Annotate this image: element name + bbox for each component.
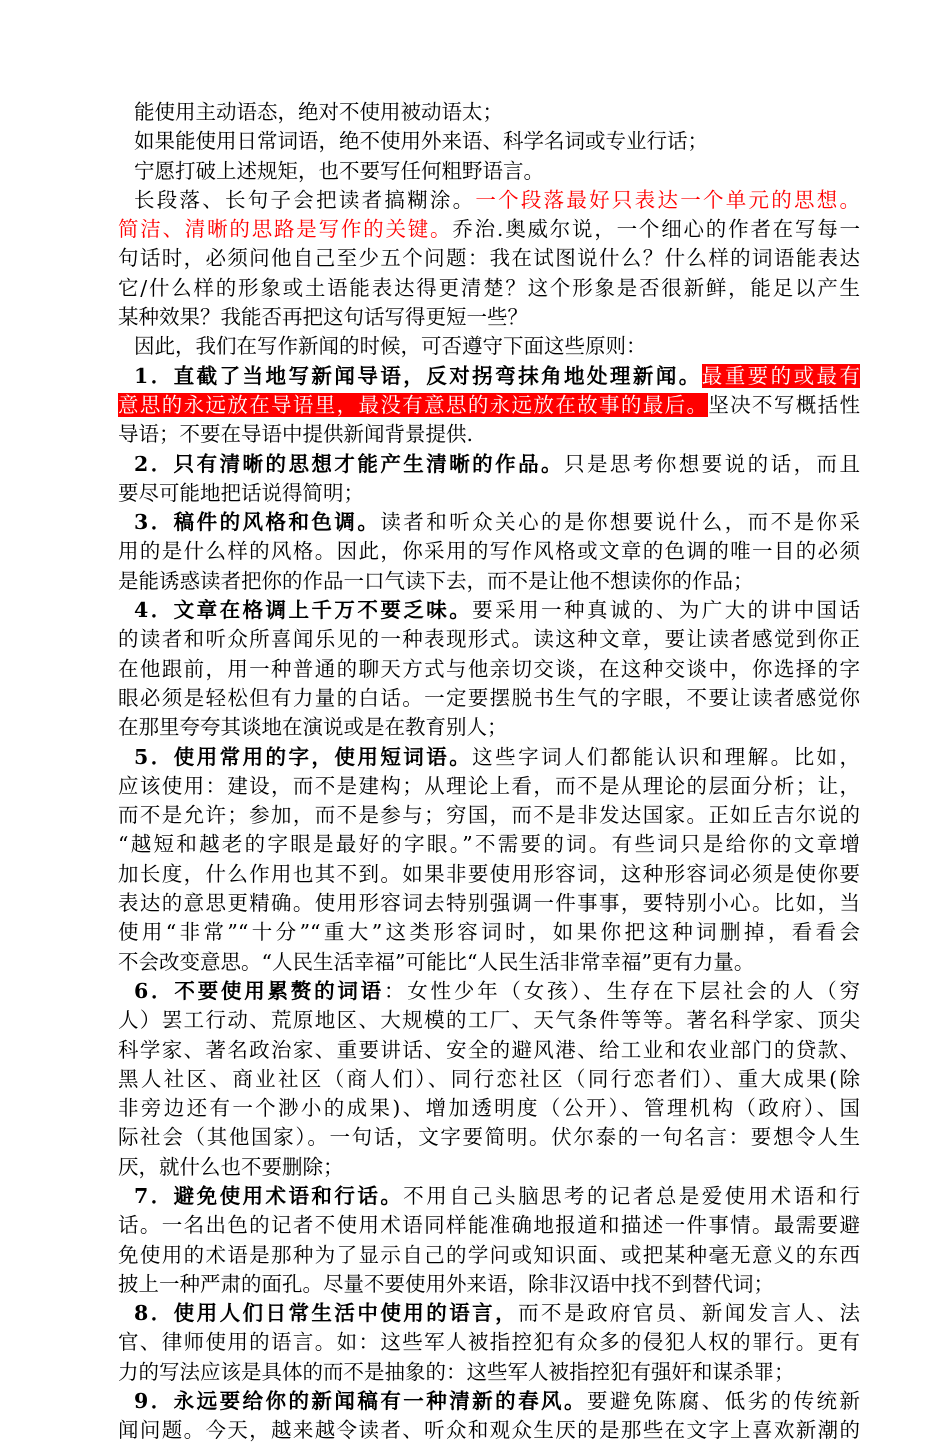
principle-4-text: 要采用一种真诚的、为广大的讲中国话 [472,598,861,623]
principle-3-text: 读者和听众关心的是你想要说什么，而不是你采 [380,510,861,535]
principle-1-text: 导语；不要在导语中提供新闻背景提供. [118,422,474,447]
principle-6-text: 人）罢工行动、荒原地区、大规模的工厂、天气条件等等。著名科学家、顶尖 [118,1008,860,1033]
para1-text: 句话时，必须问他自己至少五个问题：我在试图说什么？什么样的词语能表达 [118,246,860,271]
intro-text: 宁愿打破上述规矩，也不要写任何粗野语言。 [134,158,544,183]
principle-5-line-8 [118,948,860,977]
principle-2-line-1 [118,450,860,479]
principle-5-text: 表达的意思更精确。使用形容词去特别强调一件事事，要特别小心。比如，当 [118,891,860,916]
principle-7-text: 不用自己头脑思考的记者总是爱使用术语和行 [403,1183,861,1208]
principle-8-text: 而不是政府官员、新闻发言人、法 [518,1301,861,1326]
principle-5-text: 使用“非常”“十分”“重大”这类形容词时，如果你把这种词删掉，看看会 [118,920,860,945]
principle-6-line-4 [118,1065,860,1094]
para1-line-5 [118,303,860,332]
principle-7-text: 披上一种严肃的面孔。尽量不要使用外来语，除非汉语中找不到替代词； [118,1271,774,1296]
principle-5-text: 而不是允许；参加，而不是参与；穷国，而不是非发达国家。正如丘吉尔说的 [118,803,860,828]
principle-4-text: 的读者和听众所喜闻乐见的一种表现形式。读这种文章，要让读者感觉到你正 [118,627,860,652]
principle-5-heading: 5．使用常用的字，使用短词语。 [134,744,473,769]
principle-5-line-2 [118,772,860,801]
document-page [118,98,860,1446]
para1-text: 某种效果？我能否再把这句话写得更短一些？ [118,305,528,330]
intro-line-2 [118,127,860,156]
principle-1-text: 坚决不写概括性 [708,392,861,417]
principle-4-line-5 [118,713,860,742]
principle-6-text: ：女性少年（女孩）、生存在下层社会的人（穷 [383,978,860,1003]
principle-1-highlight: 最重要的或最有 [701,363,861,388]
principle-6-line-3 [118,1036,860,1065]
principle-5-text: 这些字词人们都能认识和理解。比如， [472,744,861,769]
principle-7-line-3 [118,1241,860,1270]
principle-2-text: 要尽可能地把话说得简明； [118,480,364,505]
principle-6-heading: 6．不要使用累赘的词语 [134,978,384,1003]
para1-text: 长段落、长句子会把读者搞糊涂。 [134,187,476,212]
principle-7-line-4 [118,1270,860,1299]
principle-7-line-1 [118,1182,860,1211]
principle-6-line-1 [118,977,860,1006]
principle-5-text: 不会改变意思。“人民生活幸福”可能比“人民生活非常幸福”更有力量。 [118,949,755,974]
principle-2-heading: 2．只有清晰的思想才能产生清晰的作品。 [134,451,564,476]
principle-8-text: 官、律师使用的语言。如：这些军人被指控犯有众多的侵犯人权的罪行。更有 [118,1330,860,1355]
intro-text: 能使用主动语态，绝对不使用被动语太； [134,100,503,124]
principle-6-text: 黑人社区、商业社区（商人们）、同行恋社区（同行恋者们）、重大成果(除 [118,1066,860,1091]
principle-9-text: 闻问题。今天，越来越令读者、听众和观众生厌的是那些在文字上喜欢新潮的 [118,1418,860,1443]
para1-line-3 [118,244,860,273]
para1-line-1 [118,186,860,215]
principle-1-highlight: 意思的永远放在导语里，最没有意思的永远放在故事的最后。 [118,392,709,417]
principle-5-text: 应该使用：建设，而不是建构；从理论上看，而不是从理论的层面分析；让， [118,773,860,798]
principle-4-text: 在他跟前，用一种普通的聊天方式与他亲切交谈，在这种交谈中，你选择的字 [118,656,860,681]
principle-6-text: 科学家、著名政治家、重要讲话、安全的避风港、给工业和农业部门的贷款、 [118,1037,860,1062]
principle-3-text: 用的是什么样的风格。因此，你采用的写作风格或文章的色调的唯一目的必须 [118,539,860,564]
principle-1-heading: 1．直截了当地写新闻导语，反对拐弯抹角地处理新闻。 [134,363,702,388]
principle-9-line-1 [118,1387,860,1416]
principle-5-line-6 [118,889,860,918]
principle-5-line-3 [118,801,860,830]
principle-8-heading: 8．使用人们日常生活中使用的语言， [134,1301,519,1326]
principle-8-line-3 [118,1358,860,1387]
principle-1-line-3 [118,420,860,449]
principle-4-heading: 4．文章在格调上千万不要乏味。 [134,598,473,623]
principle-9-text: 要避免陈腐、低劣的传统新 [586,1389,861,1414]
principle-3-line-1 [118,508,860,537]
principle-6-text: 际社会（其他国家）。一句话，文字要简明。伏尔泰的一句名言：要想令人生 [118,1125,860,1150]
principle-3-text: 是能诱惑读者把你的作品一口气读下去，而不是让他不想读你的作品； [118,568,754,593]
principle-4-line-1 [118,596,860,625]
principle-5-line-1 [118,743,860,772]
principle-6-line-5 [118,1094,860,1123]
principle-4-line-4 [118,684,860,713]
principle-5-line-5 [118,860,860,889]
principle-4-line-3 [118,655,860,684]
principle-1-line-1 [118,362,860,391]
para2-text: 因此，我们在写作新闻的时候，可否遵守下面这些原则： [134,334,647,359]
principle-8-text: 力的写法应该是具体的而不是抽象的：这些军人被指控犯有强奸和谋杀罪； [118,1359,795,1384]
principle-7-text: 免使用的术语是那种为了显示自己的学问或知识面、或把某种毫无意义的东西 [118,1242,860,1267]
para1-line-4 [118,274,860,303]
principle-4-text: 眼必须是轻松但有力量的白话。一定要摆脱书生气的字眼，不要让读者感觉你 [118,685,860,710]
principle-2-text: 只是思考你想要说的话，而且 [564,451,861,476]
principle-5-line-4 [118,830,860,859]
principle-7-text: 话。一名出色的记者不使用术语同样能准确地报道和描述一件事情。最需要避 [118,1213,860,1238]
principle-5-text: “越短和越老的字眼是最好的字眼。”不需要的词。有些词只是给你的文章增 [118,832,860,857]
para1-line-2 [118,215,860,244]
principle-3-heading: 3．稿件的风格和色调。 [134,510,381,535]
principle-9-heading: 9．永远要给你的新闻稿有一种清新的春风。 [134,1389,587,1414]
principle-5-line-7 [118,918,860,947]
para2-line [118,332,860,361]
principle-7-heading: 7．避免使用术语和行话。 [134,1183,404,1208]
intro-text: 如果能使用日常词语，绝不使用外来语、科学名词或专业行话； [134,129,708,154]
principle-2-line-2 [118,479,860,508]
principle-6-line-6 [118,1123,860,1152]
principle-6-text: 厌，就什么也不要删除； [118,1154,344,1179]
para1-text: 乔治.奥威尔说，一个细心的作者在写每一 [452,217,861,242]
principle-3-line-3 [118,567,860,596]
principle-5-text: 加长度，什么作用也其不到。如果非要使用形容词，这种形容词必须是使你要 [118,861,860,886]
principle-3-line-2 [118,537,860,566]
principle-6-text: 非旁边还有一个渺小的成果)、增加透明度（公开）、管理机构（政府）、国 [118,1096,860,1121]
intro-line-3 [118,157,860,186]
principle-6-line-2 [118,1006,860,1035]
principle-4-line-2 [118,625,860,654]
para1-red-text: 一个段落最好只表达一个单元的思想。 [475,187,861,212]
principle-4-text: 在那里夸夸其谈地在演说或是在教育别人； [118,715,508,740]
intro-line-1 [118,98,860,127]
para1-text: 它/什么样的形象或土语能表达得更清楚？这个形象是否很新鲜，能足以产生 [118,275,860,300]
principle-6-line-7 [118,1153,860,1182]
principle-1-line-2 [118,391,860,420]
principle-8-line-2 [118,1328,860,1357]
principle-9-line-2 [118,1416,860,1445]
principle-8-line-1 [118,1299,860,1328]
para1-red-text: 简洁、清晰的思路是写作的关键。 [118,217,453,242]
principle-7-line-2 [118,1211,860,1240]
